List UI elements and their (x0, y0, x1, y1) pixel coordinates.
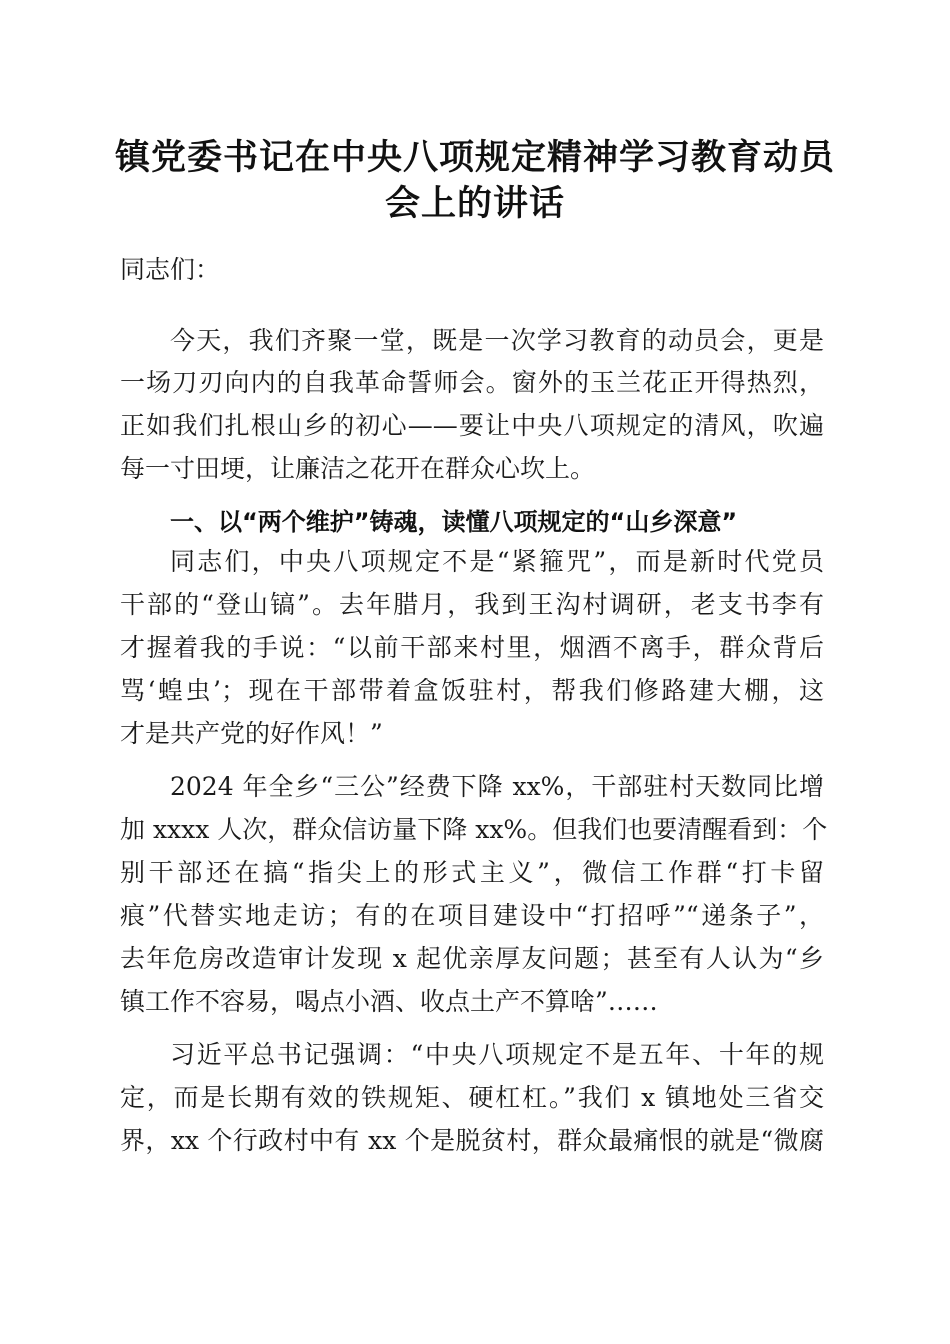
paragraph-line: 才握着我的手说：“以前干部来村里，烟酒不离手，群众背后 (120, 633, 824, 662)
paragraph-line: 界，xx 个行政村中有 xx 个是脱贫村，群众最痛恨的就是“微腐 (120, 1126, 824, 1155)
paragraph-line: 定，而是长期有效的铁规矩、硬杠杠。”我们 x 镇地处三省交 (120, 1083, 824, 1112)
paragraph-line: 每一寸田埂，让廉洁之花开在群众心坎上。 (120, 454, 596, 483)
paragraph-line: 正如我们扎根山乡的初心——要让中央八项规定的清风，吹遍 (120, 411, 824, 440)
title-line: 镇党委书记在中央八项规定精神学习教育动员 (114, 138, 835, 178)
paragraph-line: 骂‘蝗虫’；现在干部带着盒饭驻村，帮我们修路建大棚，这 (120, 676, 824, 705)
salutation: 同志们： (120, 255, 221, 284)
title-line: 会上的讲话 (384, 184, 565, 224)
paragraph-line: 别干部还在搞“指尖上的形式主义”，微信工作群“打卡留 (120, 858, 824, 887)
paragraph-line: 加 xxxx 人次，群众信访量下降 xx%。但我们也要清醒看到：个 (120, 815, 828, 844)
paragraph-line: 今天，我们齐聚一堂，既是一次学习教育的动员会，更是 (170, 326, 824, 355)
paragraph-line: 镇工作不容易，喝点小酒、收点土产不算啥”…… (120, 987, 658, 1016)
paragraph-line: 同志们，中央八项规定不是“紧箍咒”，而是新时代党员 (170, 547, 824, 576)
paragraph-line: 去年危房改造审计发现 x 起优亲厚友问题；甚至有人认为“乡 (120, 944, 824, 973)
paragraph-line: 习近平总书记强调：“中央八项规定不是五年、十年的规 (170, 1040, 824, 1069)
paragraph-line: 一场刀刃向内的自我革命誓师会。窗外的玉兰花正开得热烈， (120, 368, 824, 397)
paragraph-line: 干部的“登山镐”。去年腊月，我到王沟村调研，老支书李有 (120, 590, 824, 619)
paragraph-line: 2024 年全乡“三公”经费下降 xx%，干部驻村天数同比增 (170, 772, 824, 801)
paragraph-line: 才是共产党的好作风！” (120, 719, 383, 748)
paragraph-line: 痕”代替实地走访；有的在项目建设中“打招呼”“递条子”， (120, 901, 824, 930)
document-title (110, 135, 840, 227)
section-heading: 一、以“两个维护”铸魂，读懂八项规定的“山乡深意” (170, 508, 738, 536)
